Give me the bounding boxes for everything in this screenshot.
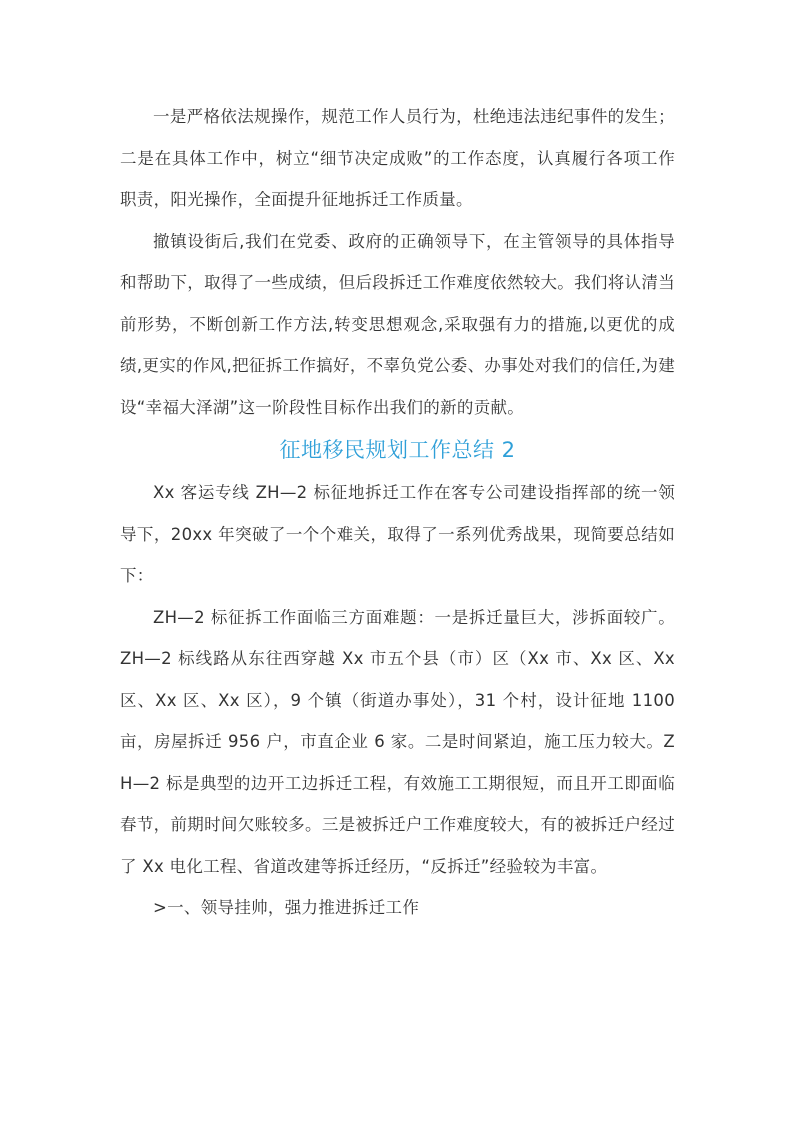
paragraph-difficulties: ZH—2 标征拆工作面临三方面难题：一是拆迁量巨大，涉拆面较广。ZH—2 标线路从东往西穿越 Xx 市五个县（市）区（Xx 市、Xx 区、Xx 区、Xx 区、Xx 区），9 个镇（街道办事处），31 个村，设计征地 1100 亩，房屋拆迁 956 户，市直企业 6 家。二是时间紧迫，施工压力较大。ZH—2 标是典型的边开工边拆迁工程，有效施工工期很短，而且开工即面临春节，前期时间欠账较多。三是被拆迁户工作难度较大，有的被拆迁户经过了 Xx 电化工程、省道改建等拆迁经历，“反拆迁”经验较为丰富。 — [120, 607, 675, 876]
paragraph-compliance: 一是严格依法规操作，规范工作人员行为，杜绝违法违纪事件的发生；二是在具体工作中，树立“细节决定成败”的工作态度，认真履行各项工作职责，阳光操作，全面提升征地拆迁工作质量。 — [120, 107, 675, 209]
paragraph-after-reorganization: 撤镇设街后,我们在党委、政府的正确领导下，在主管领导的具体指导和帮助下，取得了一些成绩，但后段拆迁工作难度依然较大。我们将认清当前形势，不断创新工作方法,转变思想观念,采取强有力的措施,以更优的成绩,更实的作风,把征拆工作搞好，不辜负党公委、办事处对我们的信任,为建设“幸福大泽湖”这一阶段性目标作出我们的新的贡献。 — [120, 231, 675, 417]
section-title: 征地移民规划工作总结 2 — [279, 438, 516, 462]
paragraph-intro: Xx 客运专线 ZH—2 标征地拆迁工作在客专公司建设指挥部的统一领导下，20xx 年突破了一个个难关，取得了一系列优秀战果，现简要总结如下： — [120, 483, 675, 585]
document-page — [120, 96, 675, 929]
subsection-heading: >一、领导挂帅，强力推进拆迁工作 — [153, 898, 420, 917]
